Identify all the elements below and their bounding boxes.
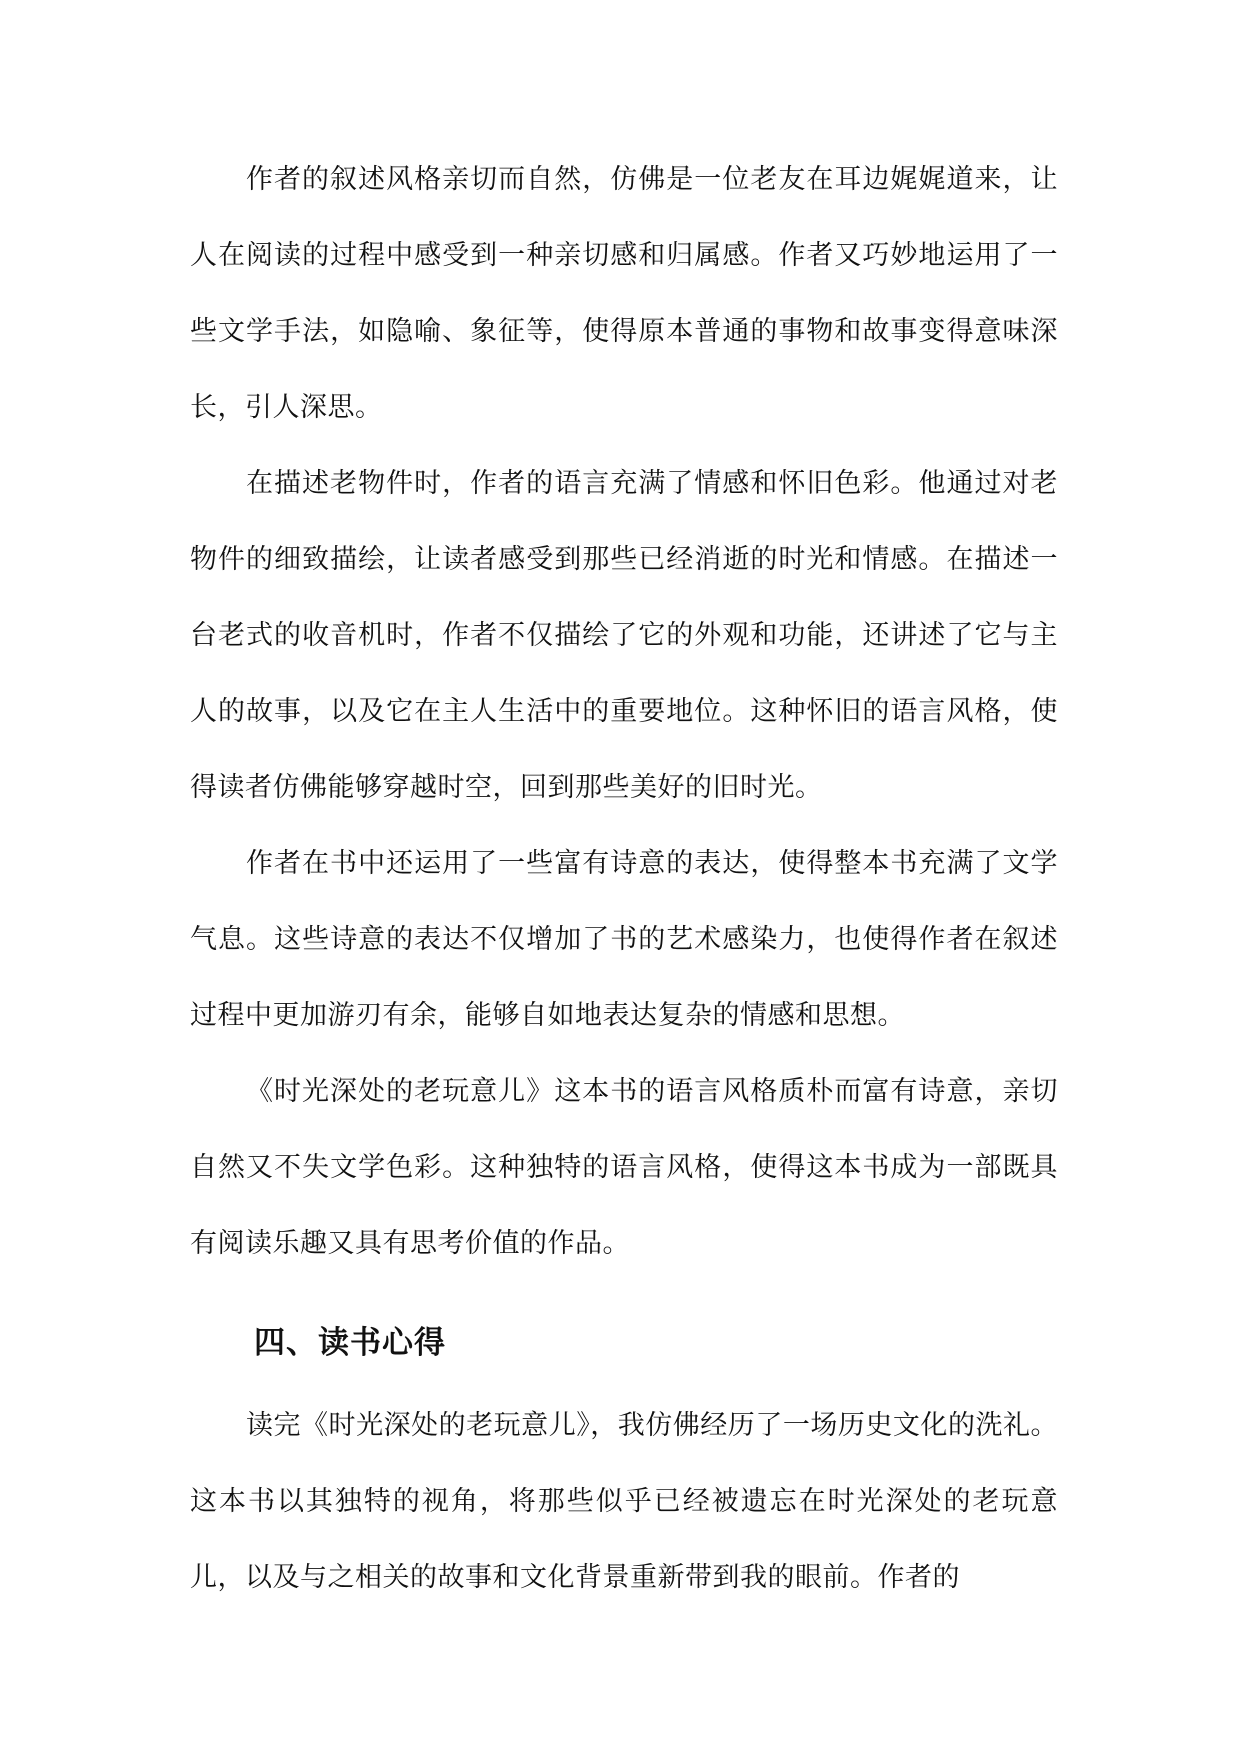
paragraph-poetic-expression: 作者在书中还运用了一些富有诗意的表达，使得整本书充满了文学气息。这些诗意的表达不仅增加了书的艺术感染力，也使得作者在叙述过程中更加游刃有余，能够自如地表达复杂的情感和思想。	[190, 848, 1058, 1031]
paragraph-old-objects: 在描述老物件时，作者的语言充满了情感和怀旧色彩。他通过对老物件的细致描绘，让读者感受到那些已经消逝的时光和情感。在描述一台老式的收音机时，作者不仅描绘了它的外观和功能，还讲述了它与主人的故事，以及它在主人生活中的重要地位。这种怀旧的语言风格，使得读者仿佛能够穿越时空，回到那些美好的旧时光。	[190, 468, 1058, 803]
paragraph-reading-reflection: 读完《时光深处的老玩意儿》，我仿佛经历了一场历史文化的洗礼。这本书以其独特的视角，将那些似乎已经被遗忘在时光深处的老玩意儿，以及与之相关的故事和文化背景重新带到我的眼前。作者的	[190, 1410, 1058, 1593]
paragraph-narrative-style: 作者的叙述风格亲切而自然，仿佛是一位老友在耳边娓娓道来，让人在阅读的过程中感受到一种亲切感和归属感。作者又巧妙地运用了一些文学手法，如隐喻、象征等，使得原本普通的事物和故事变得意味深长，引人深思。	[190, 164, 1058, 423]
section-heading: 四、读书心得	[254, 1325, 446, 1361]
paragraph-language-summary: 《时光深处的老玩意儿》这本书的语言风格质朴而富有诗意，亲切自然又不失文学色彩。这种独特的语言风格，使得这本书成为一部既具有阅读乐趣又具有思考价值的作品。	[190, 1076, 1058, 1259]
document-body	[190, 142, 1058, 1616]
